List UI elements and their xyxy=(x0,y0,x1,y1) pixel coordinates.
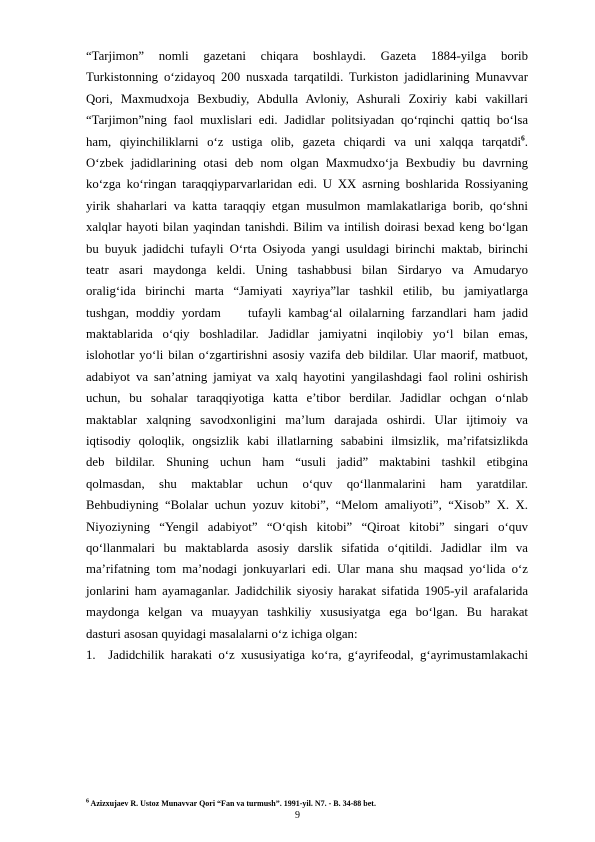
text-line: Turkistonning o‘zidayoq 200 nusxada tarqatildi. Turkiston jadidlarining Munavvar xyxy=(86,70,528,85)
text-line: qo‘llanmalari bu maktablarda asosiy darslik sifatida o‘qitildi. Jadidlar ilm va xyxy=(86,540,528,555)
text-line: jonlarini ham ayamaganlar. Jadidchilik siyosiy harakat sifatida 1905-yil arafalarida xyxy=(86,583,528,598)
footnote-number: 6 xyxy=(86,798,89,805)
text-line: “Tarjimon” nomli gazetani chiqara boshlaydi. Gazeta 1884-yilga borib xyxy=(86,49,528,63)
text-line: qolmasdan, shu maktablar uchun o‘quv qo‘llanmalarini ham yaratdilar. xyxy=(86,476,528,491)
text-line: yirik shaharlari va katta taraqqiy etgan musulmon mamlakatlariga borib, qo‘shni xyxy=(86,198,528,213)
text-line: islohotlar yo‘li bilan o‘zgartirishni asosiy vazifa deb bildilar. Ular maorif, matbuot, xyxy=(86,348,528,363)
text-line: Qori, Maxmudxoja Bexbudiy, Abdulla Avloniy, Ashurali Zoxiriy kabi vakillari xyxy=(86,91,528,106)
text-line: “Tarjimon”ning faol muxlislari edi. Jadidlar politsiyadan qo‘rqinchi qattiq bo‘lsa xyxy=(86,113,528,128)
text-line: uchun, bu sohalar taraqqiyotiga katta e’tibor berdilar. Jadidlar ochgan o‘nlab xyxy=(86,391,528,406)
document-page xyxy=(86,46,528,666)
text-line: oralig‘ida birinchi marta “Jamiyati xayriya”lar tashkil etilib, bu jamiyatlarga xyxy=(86,284,528,299)
text-line: ko‘zga ko‘ringan taraqqiyparvarlaridan edi. U XX asrning boshlarida Rossiyaning xyxy=(86,177,528,192)
text-line: bu buyuk jadidchi tufayli O‘rta Osiyoda yangi usuldagi birinchi maktab, birinchi xyxy=(86,241,528,256)
text-line: maktablarida o‘qiy boshladilar. Jadidlar jamiyatni inqilobiy yo‘l bilan emas, xyxy=(86,327,528,342)
text-line: Behbudiyning “Bolalar uchun yozuv kitobi”, “Melom amaliyoti”, “Xisob” X. X. xyxy=(86,498,528,513)
text-line: tushgan, moddiy yordam tufayli kambag‘al oilalarning farzandlari ham jadid xyxy=(86,305,528,320)
footnote-text: Azizxujaev R. Ustoz Munavvar Qori “Fan va turmush”. 1991-yil. N7. - B. 34-88 bet. xyxy=(89,799,376,808)
text-line-with-footnote xyxy=(86,132,528,153)
text-line: maktablar xalqning savodxonligini ma’lum darajada oshirdi. Ular ijtimoiy va xyxy=(86,412,528,427)
text-segment: . xyxy=(524,134,528,149)
text-line: 1. Jadidchilik harakati o‘z xususiyatiga ko‘ra, g‘ayrifeodal, g‘ayrimustamlakachi xyxy=(86,647,528,662)
body-text xyxy=(86,46,528,666)
footnote xyxy=(86,799,528,809)
footnote-reference[interactable]: 6 xyxy=(521,133,525,143)
text-line: dasturi asosan quyidagi masalalarni o‘z ichiga olgan: xyxy=(86,626,358,641)
text-line: O‘zbek jadidlarining otasi deb nom olgan Maxmudxo‘ja Bexbudiy bu davrning xyxy=(86,155,528,170)
text-line: adabiyot va san’atning jamiyat va xalq hayotini yangilashdagi faol rolini oshirish xyxy=(86,369,528,384)
text-line: xalqlar hayoti bilan yaqindan tanishdi. Bilim va intilish doirasi bexad keng bo‘lgan xyxy=(86,220,528,235)
text-line: deb bildilar. Shuning uchun ham “usuli jadid” maktabini tashkil etibgina xyxy=(86,455,528,470)
text-line: ma’rifatning tom ma’nodagi jonkuyarlari edi. Ular mana shu maqsad yo‘lida o‘z xyxy=(86,562,528,577)
text-line: teatr asari maydonga keldi. Uning tashabbusi bilan Sirdaryo va Amudaryo xyxy=(86,262,528,277)
text-line: maydonga kelgan va muayyan tashkiliy xususiyatga ega bo‘lgan. Bu harakat xyxy=(86,605,528,620)
page-number: 9 xyxy=(295,810,300,821)
text-segment: ham, qiyinchiliklarni o‘z ustiga olib, gazeta chiqardi va uni xalqqa tarqatdi xyxy=(86,134,522,149)
text-line: Niyoziyning “Yengil adabiyot” “O‘qish kitobi” “Qiroat kitobi” singari o‘quv xyxy=(86,519,528,534)
text-line: iqtisodiy qoloqlik, ongsizlik kabi illatlarning sababini ilmsizlik, ma’rifatsizlikda xyxy=(86,434,528,449)
